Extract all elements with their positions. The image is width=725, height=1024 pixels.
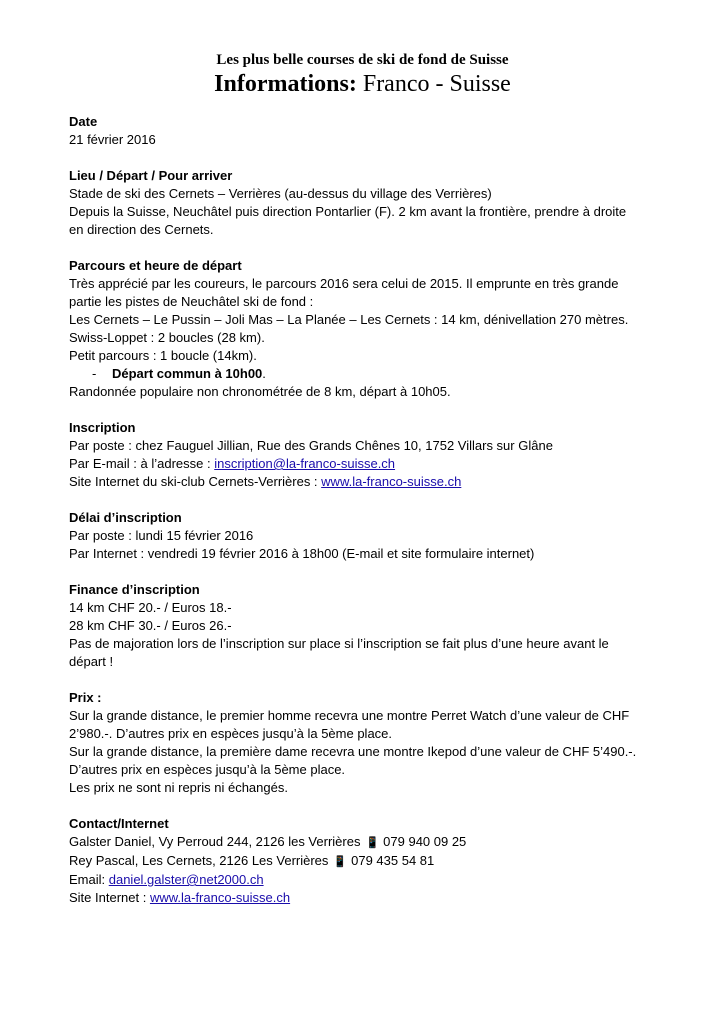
prix-line: Sur la grande distance, le premier homme recevra une montre Perret Watch d’une valeur de CHF 2’980.-. D’autres prix en espèces jusqu’à la 5ème place. bbox=[69, 708, 630, 741]
parcours-line: Les Cernets – Le Pussin – Joli Mas – La Planée – Les Cernets : 14 km, dénivellation 270 mètres. bbox=[69, 312, 629, 327]
inscription-email-line bbox=[69, 455, 644, 473]
contact-email-label: Email: bbox=[69, 872, 109, 887]
prix-line: Sur la grande distance, la première dame recevra une montre Ikepod d’une valeur de CHF 5’490.-. D’autres prix en espèces jusqu’à la 5ème place. bbox=[69, 744, 637, 777]
parcours-line: Petit parcours : 1 boucle (14km). bbox=[69, 348, 257, 363]
finance-line: 28 km CHF 30.- / Euros 26.- bbox=[69, 618, 232, 633]
document-body bbox=[69, 113, 644, 925]
inscription-site-line bbox=[69, 473, 644, 491]
contact-person-2 bbox=[69, 852, 644, 871]
date-heading: Date bbox=[69, 114, 98, 129]
mobile-phone-icon: 📱 bbox=[365, 837, 380, 849]
inscription-email-label: Par E-mail : à l’adresse : bbox=[69, 456, 215, 471]
inscription-poste: Par poste : chez Fauguel Jillian, Rue des Grands Chênes 10, 1752 Villars sur Glâne bbox=[69, 438, 553, 453]
contact-site-label: Site Internet : bbox=[69, 890, 150, 905]
delai-line: Par poste : lundi 15 février 2016 bbox=[69, 528, 254, 543]
inscription-site-link[interactable]: www.la-franco-suisse.ch bbox=[321, 474, 462, 489]
list-dash: - bbox=[92, 366, 97, 381]
depart-commun: Départ commun à 10h00 bbox=[112, 366, 263, 381]
delai-line: Par Internet : vendredi 19 février 2016 à 18h00 (E-mail et site formulaire internet) bbox=[69, 546, 535, 561]
contact-person-1 bbox=[69, 833, 644, 852]
section-finance bbox=[69, 581, 644, 671]
depart-tail: . bbox=[262, 366, 266, 381]
title-rest: Franco - Suisse bbox=[356, 71, 511, 97]
inscription-email-link[interactable]: inscription@la-franco-suisse.ch bbox=[214, 456, 396, 471]
lieu-line: Stade de ski des Cernets – Verrières (au-dessus du village des Verrières) bbox=[69, 186, 492, 201]
section-parcours bbox=[69, 257, 644, 401]
section-contact bbox=[69, 815, 644, 907]
inscription-heading: Inscription bbox=[69, 420, 136, 435]
parcours-heading: Parcours et heure de départ bbox=[69, 258, 242, 273]
depart-list-item bbox=[69, 365, 644, 383]
contact-email-line bbox=[69, 871, 644, 889]
contact-person-1-phone: 079 940 09 25 bbox=[383, 834, 467, 849]
document-subtitle: Les plus belle courses de ski de fond de Suisse bbox=[216, 52, 509, 68]
parcours-line: Très apprécié par les coureurs, le parcours 2016 sera celui de 2015. Il emprunte en très grande partie les pistes de Neuchâtel ski de fond : bbox=[69, 276, 619, 309]
delai-heading: Délai d’inscription bbox=[69, 510, 182, 525]
randonnee-line: Randonnée populaire non chronométrée de 8 km, départ à 10h05. bbox=[69, 384, 451, 399]
contact-email-link[interactable]: daniel.galster@net2000.ch bbox=[108, 872, 264, 887]
finance-heading: Finance d’inscription bbox=[69, 582, 200, 597]
finance-line: Pas de majoration lors de l’inscription sur place si l’inscription se fait plus d’une heure avant le départ ! bbox=[69, 636, 609, 669]
prix-line: Les prix ne sont ni repris ni échangés. bbox=[69, 780, 288, 795]
date-value: 21 février 2016 bbox=[69, 132, 156, 147]
section-lieu bbox=[69, 167, 644, 239]
parcours-line: Swiss-Loppet : 2 boucles (28 km). bbox=[69, 330, 265, 345]
contact-site-line bbox=[69, 889, 644, 907]
contact-heading: Contact/Internet bbox=[69, 816, 169, 831]
inscription-site-label: Site Internet du ski-club Cernets-Verrières : bbox=[69, 474, 322, 489]
section-prix bbox=[69, 689, 644, 797]
section-delai bbox=[69, 509, 644, 563]
contact-site-link[interactable]: www.la-franco-suisse.ch bbox=[149, 890, 291, 905]
mobile-phone-icon: 📱 bbox=[333, 856, 348, 868]
title-bold: Informations: bbox=[214, 71, 357, 97]
prix-heading: Prix : bbox=[69, 690, 102, 705]
contact-person-2-phone: 079 435 54 81 bbox=[351, 853, 435, 868]
contact-person-1-address: Galster Daniel, Vy Perroud 244, 2126 les Verrières bbox=[69, 834, 361, 849]
section-inscription bbox=[69, 419, 644, 491]
document-title bbox=[0, 70, 725, 98]
section-date bbox=[69, 113, 644, 149]
document-header bbox=[0, 50, 725, 98]
finance-line: 14 km CHF 20.- / Euros 18.- bbox=[69, 600, 232, 615]
lieu-heading: Lieu / Départ / Pour arriver bbox=[69, 168, 233, 183]
lieu-line: Depuis la Suisse, Neuchâtel puis direction Pontarlier (F). 2 km avant la frontière, prendre à droite en direction des Cernets. bbox=[69, 204, 627, 237]
contact-person-2-address: Rey Pascal, Les Cernets, 2126 Les Verrières bbox=[69, 853, 329, 868]
